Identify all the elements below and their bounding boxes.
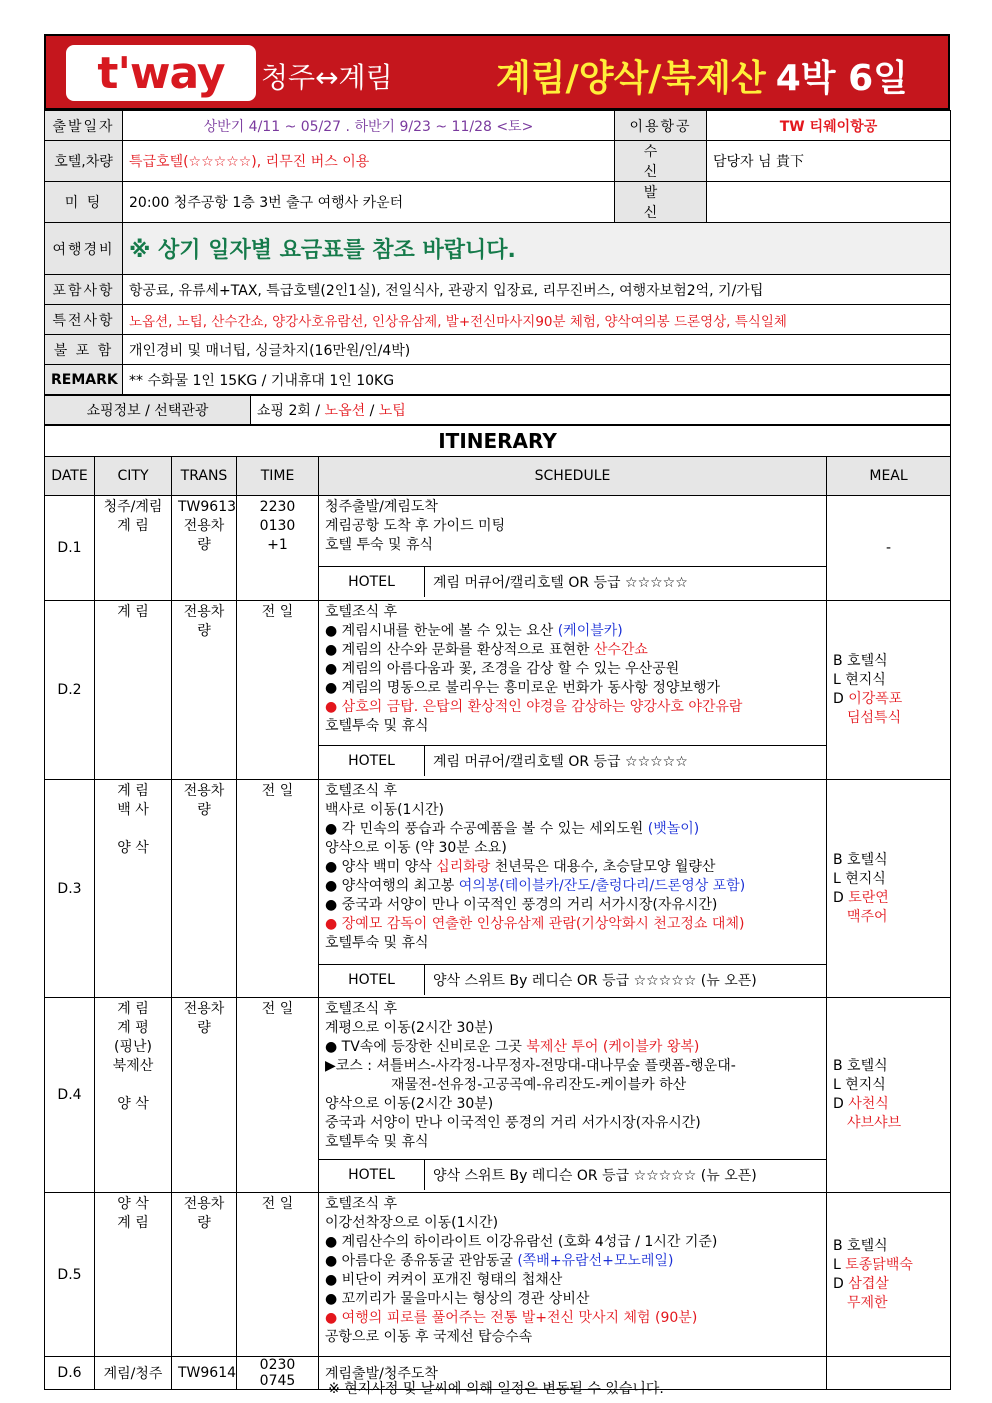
route-text: 청주↔계림 [261,61,393,94]
day-date: D.6 [45,1357,95,1390]
from-value [707,182,951,223]
remark-label: REMARK [45,365,123,395]
cost-value: ※ 상기 일자별 요금표를 참조 바랍니다. [123,223,951,275]
meet-value: 20:00 청주공항 1층 3번 출구 여행사 카운터 [123,182,615,223]
day-city: 양 삭 계 림 [95,1193,172,1357]
day-meal: B 호텔식 L 토종닭백숙 D 삼겹살 무제한 [827,1193,951,1357]
include-value: 항공료, 유류세+TAX, 특급호텔(2인1실), 전일식사, 관광지 입장료, 리무진버스, 여행자보험2억, 기/가팁 [123,275,951,305]
day-schedule: 호텔조식 후 ● 계림시내를 한눈에 볼 수 있는 요산 (케이블카) ● 계림의 산수와 문화를 환상적으로 표현한 산수간쇼 ● 계림의 아름다움과 꽃, 조경을 감상 할 수 있는 우산공원 ● 계림의 명동으로 불리우는 흥미로운 번화가 동사항 정양보행가 ● 삼호의 금탑. 은탑의 환상적인 야경을 감상하는 양강사호 야간유람 호텔투숙 및 휴식 HOTEL 계림 머큐어/캘리호텔 OR 등급 ☆☆☆☆☆ [319,601,827,780]
hotel-line: HOTEL 양삭 스위트 By 레디슨 OR 등급 ☆☆☆☆☆ (뉴 오픈) [319,964,826,995]
special-value: 노옵션, 노팁, 산수간쇼, 양강사호유람선, 인상유삼제, 발+전신마사지90분 체험, 양삭여의봉 드론영상, 특식일체 [123,305,951,335]
day-trans: 전용차량 [172,998,237,1193]
day-schedule: 계림출발/청주도착 [319,1357,827,1390]
day-time: 전 일 [237,998,319,1193]
day-time: 0230 0745 [237,1357,319,1390]
tway-logo: t'way [66,45,256,101]
day-trans: 전용차량 [172,780,237,998]
hotel-label: 호텔,차량 [45,141,123,182]
day-city: 계 림 [95,601,172,780]
day-date: D.3 [45,780,95,998]
col-city: CITY [95,457,172,496]
special-label: 특전사항 [45,305,123,335]
day-row [45,998,951,1193]
shop-label: 쇼핑정보 / 선택관광 [45,396,251,425]
to-label: 수 신 [615,141,707,182]
day-row [45,601,951,780]
day-schedule: 청주출발/계림도착 계림공항 도착 후 가이드 미팅 호텔 투숙 및 휴식 HOTEL 계림 머큐어/캘리호텔 OR 등급 ☆☆☆☆☆ [319,496,827,601]
day-date: D.5 [45,1193,95,1357]
to-value: 담당자 님 貴下 [707,141,951,182]
shop-value: 쇼핑 2회 / 노옵션 / 노팁 [251,396,951,425]
day-date: D.1 [45,496,95,601]
col-trans: TRANS [172,457,237,496]
airline-value: TW 티웨이항공 [707,111,951,141]
col-date: DATE [45,457,95,496]
day-city: 계 림 계 평 (핑난) 북제산 양 삭 [95,998,172,1193]
hotel-line: HOTEL 양삭 스위트 By 레디슨 OR 등급 ☆☆☆☆☆ (뉴 오픈) [319,1159,826,1190]
depart-value: 상반기 4/11 ~ 05/27 . 하반기 9/23 ~ 11/28 <토> [123,111,615,141]
day-row [45,780,951,998]
day-time: 전 일 [237,1193,319,1357]
day-time: 전 일 [237,780,319,998]
hotel-line: HOTEL 계림 머큐어/캘리호텔 OR 등급 ☆☆☆☆☆ [319,745,826,776]
day-date: D.2 [45,601,95,780]
day-row [45,496,951,601]
shopping-table [44,395,951,425]
info-table [44,110,951,395]
day-trans: 전용차량 [172,1193,237,1357]
day-city: 청주/계림 계 림 [95,496,172,601]
day-meal: B 호텔식 L 현지식 D 토란연 맥주어 [827,780,951,998]
day-schedule: 호텔조식 후 백사로 이동(1시간) ● 각 민속의 풍습과 수공예품을 볼 수 있는 세외도원 (뱃놀이) 양삭으로 이동 (약 30분 소요) ● 양삭 백미 양삭 십리화랑 천년묵은 대용수, 초승달모양 월량산 ● 양삭여행의 최고봉 여의봉(테이블카/잔도/출렁다리/드론영상 포함) ● 중국과 서양이 만나 이국적인 풍경의 거리 서가시장(자유시간) ● 장예모 감독이 연출한 인상유삼제 관람(기상악화시 천고정쇼 대체) 호텔투숙 및 휴식 HOTEL 양삭 스위트 By 레디슨 OR 등급 ☆☆☆☆☆ (뉴 오픈) [319,780,827,998]
day-row [45,1193,951,1357]
itinerary-sheet [44,34,950,1390]
header-banner [44,34,950,110]
exclude-value: 개인경비 및 매너팁, 싱글차지(16만원/인/4박) [123,335,951,365]
day-trans: 전용차량 [172,601,237,780]
day-meal: B 호텔식 L 현지식 D 사천식 샤브샤브 [827,998,951,1193]
day-meal: B 호텔식 L 현지식 D 이강폭포 딤섬특식 [827,601,951,780]
col-schedule: SCHEDULE [319,457,827,496]
day-city: 계 림 백 사 양 삭 [95,780,172,998]
tour-title: 계림/양삭/북제산 4박 6일 [496,58,908,99]
cost-label: 여행경비 [45,223,123,275]
exclude-label: 불 포 함 [45,335,123,365]
hotel-value: 특급호텔(☆☆☆☆☆), 리무진 버스 이용 [123,141,615,182]
day-date: D.4 [45,998,95,1193]
day-schedule: 호텔조식 후 계평으로 이동(2시간 30분) ● TV속에 등장한 신비로운 그곳 북제산 투어 (케이블카 왕복) ▶코스 : 셔틀버스-사각정-나무정자-전망대-대나무숲 플랫폼-행운대- 재물전-선유정-고공곡예-유리잔도-케이블카 하산 양삭으로 이동(2시간 30분) 중국과 서양이 만나 이국적인 풍경의 거리 서가시장(자유시간) 호텔투숙 및 휴식 HOTEL 양삭 스위트 By 레디슨 OR 등급 ☆☆☆☆☆ (뉴 오픈) [319,998,827,1193]
day-time: 전 일 [237,601,319,780]
meet-label: 미 팅 [45,182,123,223]
day-meal: - [827,496,951,601]
remark-value: ** 수화물 1인 15KG / 기내휴대 1인 10KG [123,365,951,395]
hotel-line: HOTEL 계림 머큐어/캘리호텔 OR 등급 ☆☆☆☆☆ [319,566,826,597]
col-time: TIME [237,457,319,496]
day-trans: TW9614 [172,1357,237,1390]
col-meal: MEAL [827,457,951,496]
day-city: 계림/청주 [95,1357,172,1390]
airline-label: 이용항공 [615,111,707,141]
day-time: 2230 0130 +1 [237,496,319,601]
include-label: 포함사항 [45,275,123,305]
from-label: 발 신 [615,182,707,223]
depart-label: 출발일자 [45,111,123,141]
day-trans: TW9613 전용차량 [172,496,237,601]
day-schedule: 호텔조식 후 이강선착장으로 이동(1시간) ● 계림산수의 하이라이트 이강유람선 (호화 4성급 / 1시간 기준) ● 아름다운 종유동굴 관암동굴 (쪽배+유람선+모노레일) ● 비단이 켜켜이 포개진 형태의 첩채산 ● 꼬끼리가 물을마시는 형상의 경관 상비산 ● 여행의 피로를 풀어주는 전통 발+전신 맛사지 체험 (90분) 공항으로 이동 후 국제선 탑승수속 [319,1193,827,1357]
itinerary-table [44,425,951,1390]
itinerary-title: ITINERARY [45,426,951,457]
footnote: ※ 현지사정 및 날씨에 의해 일정은 변동될 수 있습니다. [328,1381,664,1397]
